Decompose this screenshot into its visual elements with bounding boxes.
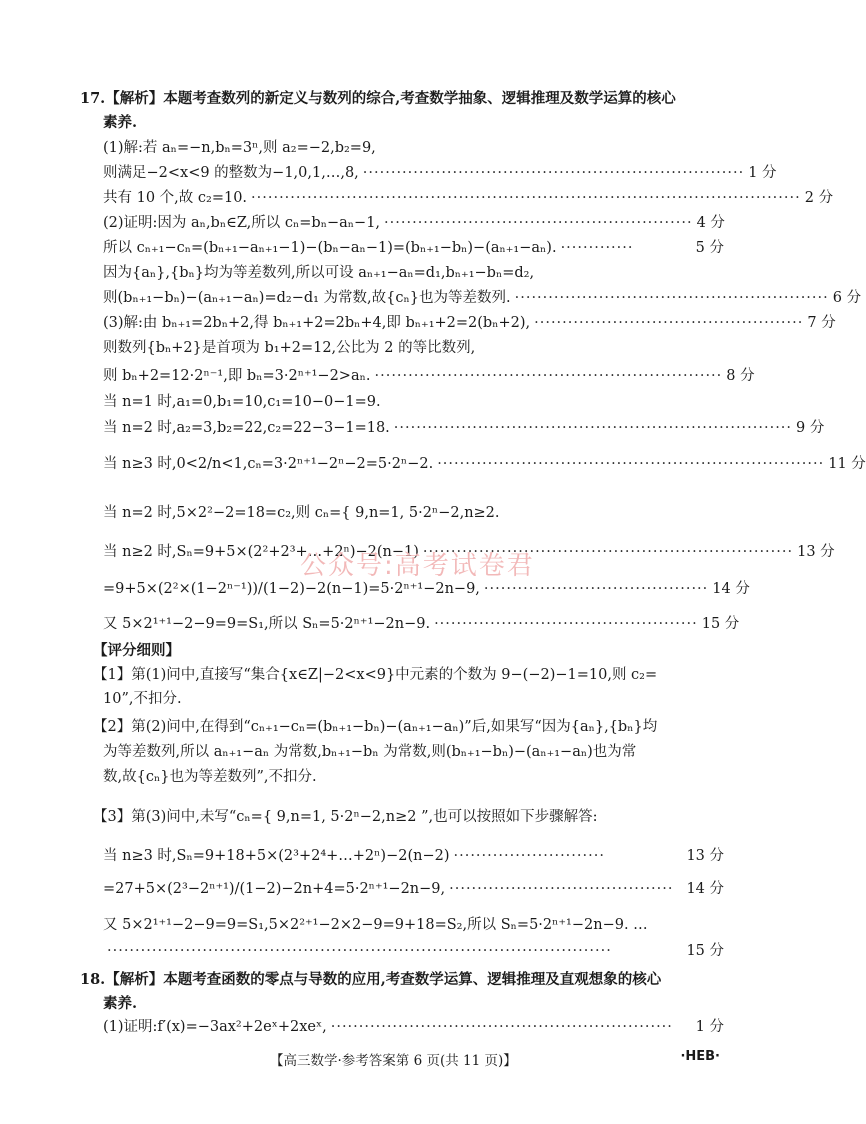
score-label: 13 分: [686, 848, 724, 864]
score-label: 6 分: [832, 290, 862, 306]
score-label: 15 分: [701, 616, 740, 632]
score-label: 4 分: [696, 215, 725, 231]
solution-line: =27+5×(2³−2ⁿ⁺¹)/(1−2)−2n+4=5·2ⁿ⁺¹−2n−9, ········································ 14 分: [103, 872, 724, 906]
solution-line: 当 n≥3 时,Sₙ=9+18+5×(2³+2⁴+…+2ⁿ)−2(n−2) ··························· 13 分: [103, 845, 724, 867]
solution-line: 则满足−2<x<9 的整数为−1,0,1,…,8, ···································································· 1 分: [103, 162, 724, 184]
score-label: 11 分: [828, 456, 866, 472]
solution-line: ·························································································· 15 分: [103, 940, 724, 962]
score-label: 5 分: [695, 240, 724, 256]
score-label: 14 分: [712, 581, 750, 597]
watermark: 公众号:高考试卷君: [300, 551, 535, 581]
score-label: 1 分: [748, 165, 777, 181]
page-footer: [0, 1049, 800, 1073]
q18-heading-cont: 素养.: [103, 995, 138, 1012]
solution-line: 则 bₙ+2=12·2ⁿ⁻¹,即 bₙ=3·2ⁿ⁺¹−2>aₙ. ······························································ 8 分: [103, 365, 724, 387]
footer-code: ·HEB·: [680, 1049, 720, 1064]
solution-line: 则数列{bₙ+2}是首项为 b₁+2=12,公比为 2 的等比数列,: [103, 340, 476, 356]
solution-line: 共有 10 个,故 c₂=10. ·································································································· 2 分: [103, 187, 724, 209]
rubric-line: 数,故{cₙ}也为等差数列”,不扣分.: [103, 769, 317, 785]
q17-heading-cont: 素养.: [103, 114, 138, 131]
rubric-line: 10”,不扣分.: [103, 691, 182, 707]
q17-heading: 17.【解析】本题考查数列的新定义与数列的综合,考查数学抽象、逻辑推理及数学运算的核心: [80, 90, 676, 107]
solution-line: 因为{aₙ},{bₙ}均为等差数列,所以可设 aₙ₊₁−aₙ=d₁,bₙ₊₁−bₙ=d₂,: [103, 265, 535, 281]
score-label: 14 分: [686, 881, 724, 897]
rubric-line: 【1】第(1)问中,直接写“集合{x∈Z|−2<x<9}中元素的个数为 9−(−2)−1=10,则 c₂=: [93, 667, 658, 683]
footer-title: 【高三数学·参考答案第 6 页(共 11 页)】: [270, 1053, 517, 1069]
rubric-line: 【3】第(3)问中,未写“cₙ={ 9,n=1, 5·2ⁿ−2,n≥2 ”,也可以按照如下步骤解答:: [93, 809, 598, 825]
solution-line: 当 n=1 时,a₁=0,b₁=10,c₁=10−0−1=9.: [103, 394, 381, 410]
rubric-line: 【2】第(2)问中,在得到“cₙ₊₁−cₙ=(bₙ₊₁−bₙ)−(aₙ₊₁−aₙ)”后,如果写“因为{aₙ},{bₙ}均: [93, 719, 658, 735]
solution-line: =9+5×(2²×(1−2ⁿ⁻¹))/(1−2)−2(n−1)=5·2ⁿ⁺¹−2n−9, ········································ 14 分: [103, 572, 724, 606]
solution-line: (2)证明:因为 aₙ,bₙ∈Z,所以 cₙ=bₙ−aₙ−1, ······················································· 4 分: [103, 212, 724, 234]
solution-line: (3)解:由 bₙ₊₁=2bₙ+2,得 bₙ₊₁+2=2bₙ+4,即 bₙ₊₁+2=2(bₙ+2), ················································ 7 分: [103, 312, 724, 334]
score-label: 13 分: [797, 544, 835, 560]
solution-line: 当 n≥3 时,0<2/n<1,cₙ=3·2ⁿ⁺¹−2ⁿ−2=5·2ⁿ−2. ····································································· 11 分: [103, 447, 724, 481]
solution-line: 又 5×2¹⁺¹−2−9=9=S₁,所以 Sₙ=5·2ⁿ⁺¹−2n−9. ··············································· 15 分: [103, 613, 724, 635]
score-label: 1 分: [695, 1019, 724, 1035]
q18-heading: 18.【解析】本题考查函数的零点与导数的应用,考查数学运算、逻辑推理及直观想象的核心: [80, 971, 662, 988]
solution-line: 所以 cₙ₊₁−cₙ=(bₙ₊₁−aₙ₊₁−1)−(bₙ−aₙ−1)=(bₙ₊₁−bₙ)−(aₙ₊₁−aₙ). ············· 5 分: [103, 237, 724, 259]
score-label: 8 分: [726, 368, 755, 384]
rubric-title: 【评分细则】: [93, 642, 180, 659]
solution-line: 当 n≥2 时,Sₙ=9+5×(2²+2³+…+2ⁿ)−2(n−1) ·································································· 13 分: [103, 541, 724, 563]
solution-line: 则(bₙ₊₁−bₙ)−(aₙ₊₁−aₙ)=d₂−d₁ 为常数,故{cₙ}也为等差数列. ························································ 6 分: [103, 287, 724, 309]
score-label: 9 分: [796, 420, 825, 436]
solution-line: (1)解:若 aₙ=−n,bₙ=3ⁿ,则 a₂=−2,b₂=9,: [103, 140, 376, 156]
rubric-line: 为等差数列,所以 aₙ₊₁−aₙ 为常数,bₙ₊₁−bₙ 为常数,则(bₙ₊₁−bₙ)−(aₙ₊₁−aₙ)也为常: [103, 744, 637, 760]
solution-line: 当 n=2 时,a₂=3,b₂=22,c₂=22−3−1=18. ······································································· 9 分: [103, 417, 724, 439]
score-label: 7 分: [807, 315, 836, 331]
solution-line: 又 5×2¹⁺¹−2−9=9=S₁,5×2²⁺¹−2×2−9=9+18=S₂,所以 Sₙ=5·2ⁿ⁺¹−2n−9. …: [103, 917, 648, 933]
solution-line: 当 n=2 时,5×2²−2=18=c₂,则 cₙ={ 9,n=1, 5·2ⁿ−2,n≥2.: [103, 505, 500, 521]
solution-line: (1)证明:f′(x)=−3ax²+2eˣ+2xeˣ, ····························································· 1 分: [103, 1016, 724, 1038]
score-label: 2 分: [804, 190, 834, 206]
score-label: 15 分: [686, 943, 724, 959]
